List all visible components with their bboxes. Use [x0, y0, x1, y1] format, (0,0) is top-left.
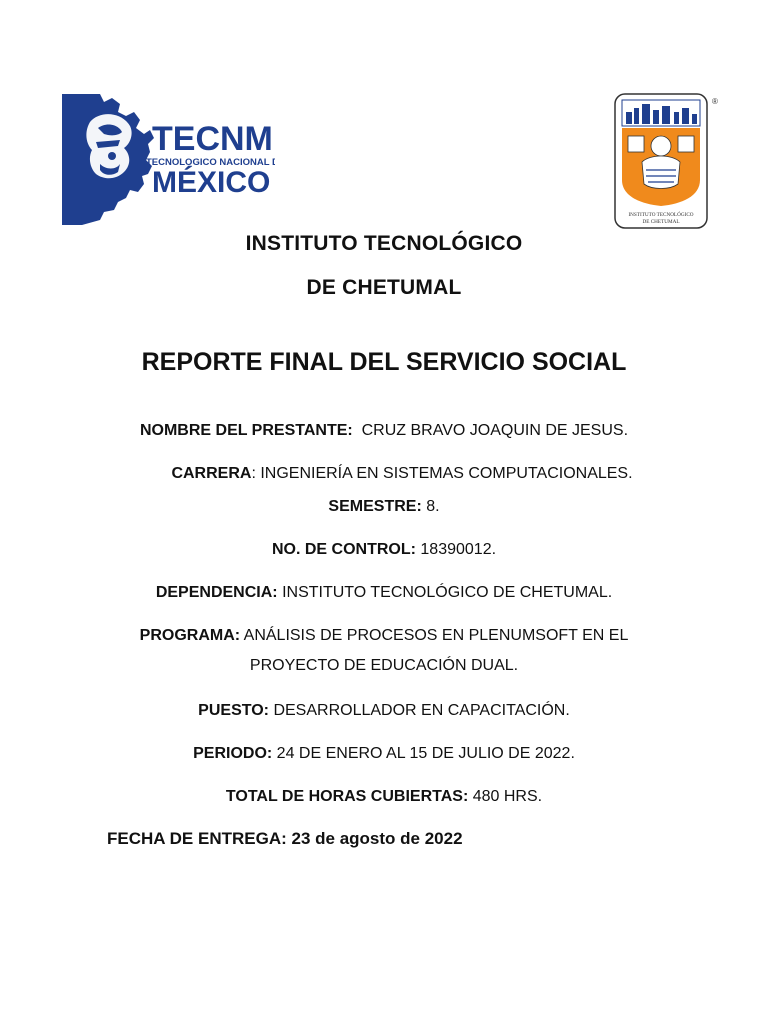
semestre-label: SEMESTRE: — [328, 498, 422, 515]
field-periodo — [0, 745, 768, 763]
field-nombre — [0, 422, 768, 440]
svg-text:MÉXICO: MÉXICO — [152, 166, 271, 199]
periodo-value: 24 DE ENERO AL 15 DE JULIO DE 2022. — [276, 745, 575, 762]
svg-text:INSTITUTO TECNOLÓGICO: INSTITUTO TECNOLÓGICO — [628, 212, 694, 218]
tecnm-emblem-icon — [60, 92, 275, 227]
nombre-value: CRUZ BRAVO JOAQUIN DE JESUS. — [361, 422, 629, 439]
programa-value-line1: ANÁLISIS DE PROCESOS EN PLENUMSOFT EN EL — [243, 627, 629, 644]
control-value: 18390012. — [420, 541, 497, 558]
institute-name-line2: DE CHETUMAL — [306, 276, 462, 299]
horas-value: 480 HRS. — [472, 788, 543, 805]
semestre-value: 8. — [426, 498, 440, 515]
carrera-label: CARRERA — [171, 465, 252, 482]
horas-label: TOTAL DE HORAS CUBIERTAS: — [225, 788, 469, 805]
shield-icon — [612, 92, 722, 232]
tecnm-logo — [60, 92, 275, 227]
programa-value-line2: PROYECTO DE EDUCACIÓN DUAL. — [249, 657, 519, 674]
field-no-control — [0, 541, 768, 559]
field-total-horas — [0, 788, 768, 806]
fecha-label: FECHA DE ENTREGA: — [107, 829, 287, 848]
field-fecha-entrega — [107, 829, 463, 849]
itch-shield-logo — [612, 92, 722, 232]
field-dependencia — [0, 584, 768, 602]
periodo-label: PERIODO: — [193, 745, 273, 762]
nombre-label: NOMBRE DEL PRESTANTE: — [139, 422, 353, 439]
puesto-value: DESARROLLADOR EN CAPACITACIÓN. — [273, 702, 570, 719]
control-label: NO. DE CONTROL: — [271, 541, 416, 558]
field-puesto — [0, 702, 768, 720]
institute-name-line1: INSTITUTO TECNOLÓGICO — [245, 232, 523, 255]
svg-text:DE CHETUMAL: DE CHETUMAL — [642, 219, 680, 225]
puesto-label: PUESTO: — [198, 702, 269, 719]
svg-text:®: ® — [712, 97, 718, 106]
dependencia-value: INSTITUTO TECNOLÓGICO DE CHETUMAL. — [282, 584, 613, 601]
fecha-value: 23 de agosto de 2022 — [291, 829, 463, 848]
carrera-value: : INGENIERÍA EN SISTEMAS COMPUTACIONALES. — [251, 465, 633, 482]
svg-text:TECNOLOGICO NACIONAL DE: TECNOLOGICO NACIONAL DE — [146, 157, 275, 168]
field-programa — [0, 627, 768, 645]
programa-label: PROGRAMA: — [139, 627, 241, 644]
field-programa-continued — [0, 657, 768, 675]
dependencia-label: DEPENDENCIA: — [155, 584, 278, 601]
report-title: REPORTE FINAL DEL SERVICIO SOCIAL — [141, 348, 627, 376]
field-carrera — [18, 465, 768, 483]
svg-text:TECNM: TECNM — [152, 120, 273, 158]
field-semestre — [0, 498, 768, 516]
